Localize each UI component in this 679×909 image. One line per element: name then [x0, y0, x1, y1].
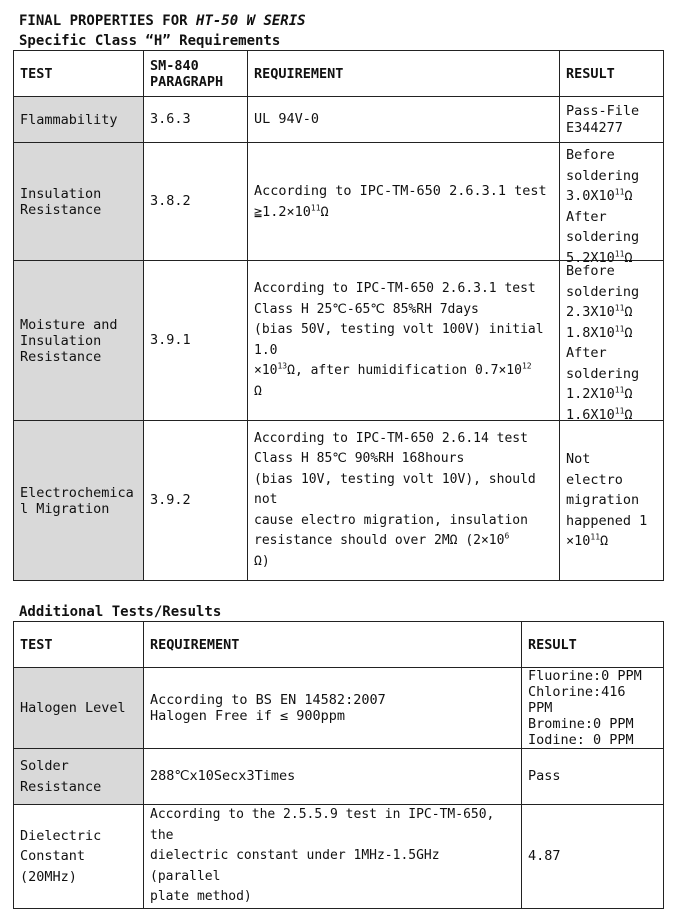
requirement-text: According to IPC-TM-650 2.6.14 test Class H 85℃ 90%RH 168hours (bias 10V, testing volt 10V), should not cause electro migration, insulation resistance should over 2MΩ (2×10 — [254, 430, 536, 549]
test-cell: Insulation Resistance — [14, 143, 144, 261]
result-cell — [560, 143, 664, 266]
requirement-cell: UL 94V-0 — [248, 97, 560, 143]
result-line: After soldering — [566, 345, 640, 382]
value-unit: Ω — [600, 533, 609, 550]
value-base: 1.8X10 — [566, 324, 615, 341]
result-cell: Fluorine:0 PPM Chlorine:416 PPM Bromine:0 PPM Iodine: 0 PPM — [522, 668, 664, 749]
table-row — [14, 668, 664, 749]
header-result: RESULT — [560, 51, 664, 97]
value-base: ≧1.2×10 — [254, 203, 311, 220]
value-text: Ω, after humidification 0.7×10 — [287, 363, 522, 378]
result-text: Not electro migration happened 1 ×10 — [566, 451, 648, 550]
table-row — [14, 261, 664, 421]
value-base: 3.0X10 — [566, 188, 615, 204]
value-exponent: 11 — [310, 203, 321, 212]
value-exponent: 11 — [614, 324, 625, 333]
result-cell: 4.87 — [522, 805, 664, 909]
result-line — [566, 186, 657, 207]
requirement-value — [254, 361, 553, 382]
result-line — [566, 323, 657, 344]
value-unit: Ω — [624, 188, 633, 204]
value-base: 5.2X10 — [566, 249, 615, 266]
requirement-cell — [248, 261, 560, 421]
table-row — [14, 805, 664, 909]
result-cell: Pass — [522, 749, 664, 805]
result-cell: Pass-File E344277 — [560, 97, 664, 143]
value-base: 1.2X10 — [566, 386, 615, 402]
result-line: Before soldering — [566, 263, 640, 300]
value-base: 1.6X10 — [566, 406, 615, 423]
result-line — [566, 302, 657, 323]
header-result: RESULT — [522, 622, 664, 668]
result-cell — [560, 261, 664, 421]
value-base: ×10 — [254, 363, 278, 378]
value-base: 2.3X10 — [566, 304, 615, 320]
value-unit: Ω — [624, 304, 633, 320]
value-exponent: 11 — [614, 187, 625, 197]
value-unit: Ω — [624, 386, 633, 402]
paragraph-cell: 3.8.2 — [144, 143, 248, 261]
requirement-cell: 288℃x10Secx3Times — [144, 749, 522, 805]
table-row — [14, 143, 664, 261]
value-unit: Ω — [320, 203, 329, 220]
result-content — [566, 261, 657, 423]
product-name: HT-50 W SERIS — [196, 13, 306, 29]
result-line: After soldering — [566, 208, 640, 245]
test-cell: Halogen Level — [14, 668, 144, 749]
section-title-additional-tests: Additional Tests/Results — [19, 604, 222, 620]
value-exponent: 6 — [504, 531, 510, 541]
value-exponent: 11 — [614, 249, 625, 258]
paragraph-cell: 3.6.3 — [144, 97, 248, 143]
additional-tests-table — [13, 621, 664, 909]
value-unit: Ω — [624, 324, 633, 341]
requirement-value — [254, 202, 553, 223]
result-line: Before soldering — [566, 147, 640, 184]
paragraph-cell: 3.9.2 — [144, 421, 248, 581]
value-exponent: 11 — [614, 303, 625, 313]
value-exponent: 11 — [614, 406, 625, 415]
value-unit: Ω — [624, 406, 633, 423]
test-cell: Dielectric Constant (20MHz) — [14, 805, 144, 909]
document-title — [19, 12, 306, 30]
requirement-cell — [248, 143, 560, 261]
value-unit: Ω) — [254, 553, 270, 569]
header-requirement: REQUIREMENT — [144, 622, 522, 668]
result-cell — [560, 421, 664, 581]
header-paragraph: SM-840 PARAGRAPH — [144, 51, 248, 97]
table-row — [14, 749, 664, 805]
value-unit: Ω — [624, 249, 633, 266]
result-content — [566, 145, 657, 266]
specific-requirements-table — [13, 50, 664, 581]
document-subtitle: Specific Class “H” Requirements — [19, 33, 281, 49]
value-exponent: 12 — [521, 361, 532, 371]
value-exponent: 11 — [614, 385, 625, 395]
paragraph-cell: 3.9.1 — [144, 261, 248, 421]
table-header-row — [14, 51, 664, 97]
table-header-row — [14, 622, 664, 668]
test-cell: Flammability — [14, 97, 144, 143]
table-row — [14, 97, 664, 143]
requirement-text: According to IPC-TM-650 2.6.3.1 test Class H 25℃-65℃ 85%RH 7days (bias 50V, testing volt 100V) initial 1.0 — [254, 281, 544, 358]
requirement-cell: According to BS EN 14582:2007 Halogen Free if ≤ 900ppm — [144, 668, 522, 749]
requirement-cell: According to the 2.5.5.9 test in IPC-TM-650, the dielectric constant under 1MHz-1.5GHz (parallel plate method) — [144, 805, 522, 909]
header-test: TEST — [14, 622, 144, 668]
value-unit: Ω — [254, 383, 262, 399]
test-cell: Electrochemica l Migration — [14, 421, 144, 581]
value-exponent: 13 — [277, 361, 288, 371]
requirement-cell — [248, 421, 560, 581]
test-cell: Moisture and Insulation Resistance — [14, 261, 144, 421]
header-requirement: REQUIREMENT — [248, 51, 560, 97]
value-exponent: 11 — [590, 532, 601, 542]
title-prefix: FINAL PROPERTIES FOR — [19, 13, 188, 29]
test-cell: Solder Resistance — [14, 749, 144, 805]
header-test: TEST — [14, 51, 144, 97]
requirement-text: According to IPC-TM-650 2.6.3.1 test — [254, 183, 547, 199]
result-line — [566, 384, 657, 405]
table-row — [14, 421, 664, 581]
